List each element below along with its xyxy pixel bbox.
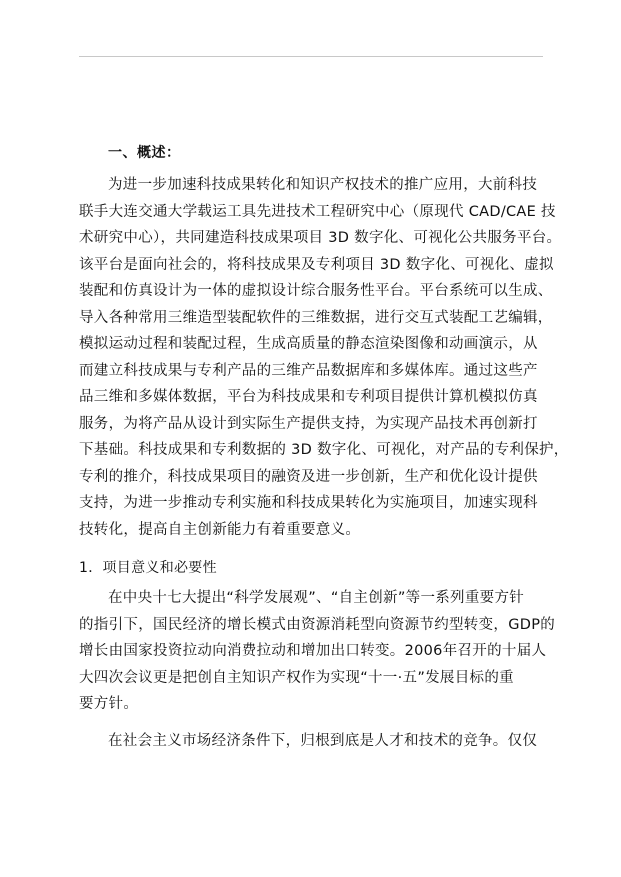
paragraph-line: 该平台是面向社会的，将科技成果及专利项目 3D 数字化、可视化、虚拟: [79, 256, 554, 273]
paragraph-line: 技转化，提高自主创新能力有着重要意义。: [79, 521, 361, 538]
paragraph-line: 在中央十七大提出“科学发展观”、“自主创新”等一系列重要方针: [108, 590, 525, 606]
paragraph-line: 导入各种常用三维造型装配软件的三维数据，进行交互式装配工艺编辑，: [79, 309, 553, 326]
section1-paragraph-2: [79, 728, 545, 755]
section-heading-overview: 一、概述：: [108, 145, 181, 161]
paragraph-line: 大四次会议更是把创自主知识产权作为实现“十一·五”发展目标的重: [79, 669, 514, 686]
paragraph-line: 专利的推介，科技成果项目的融资及进一步创新，生产和优化设计提供: [79, 468, 538, 485]
paragraph-line: 术研究中心），共同建造科技成果项目 3D 数字化、可视化公共服务平台。: [79, 230, 562, 246]
section-title-project-significance: 1．项目意义和必要性: [79, 560, 217, 576]
header-rule: [79, 56, 543, 57]
section1-paragraph-1: [79, 585, 556, 718]
paragraph-line: 下基础。科技成果和专利数据的 3D 数字化、可视化，对产品的专利保护，: [79, 442, 569, 458]
paragraph-line: 要方针。: [79, 696, 139, 712]
intro-paragraph: [79, 172, 569, 543]
paragraph-line: 而建立科技成果与专利产品的三维产品数据库和多媒体库。通过这些产: [79, 362, 538, 379]
paragraph-line: 为进一步加速科技成果转化和知识产权技术的推广应用，大前科技: [108, 177, 538, 193]
paragraph-line: 在社会主义市场经济条件下，归根到底是人才和技术的竞争。仅仅: [108, 732, 538, 749]
paragraph-line: 增长由国家投资拉动向消费拉动和增加出口转变。2006年召开的十届人: [79, 643, 547, 659]
paragraph-line: 模拟运动过程和装配过程，生成高质量的静态渲染图像和动画演示，从: [79, 336, 538, 352]
paragraph-line: 的指引下，国民经济的增长模式由资源消耗型向资源节约型转变，GDP的: [79, 616, 556, 633]
paragraph-line: 服务，为将产品从设计到实际生产提供支持，为实现产品技术再创新打: [79, 415, 538, 432]
paragraph-line: 装配和仿真设计为一体的虚拟设计综合服务性平台。平台系统可以生成、: [79, 283, 553, 299]
paragraph-line: 联手大连交通大学载运工具先进技术工程研究中心（原现代 CAD/CAE 技: [79, 203, 556, 220]
document-body: [79, 140, 569, 754]
paragraph-line: 品三维和多媒体数据，平台为科技成果和专利项目提供计算机模拟仿真: [79, 389, 538, 405]
paragraph-line: 支持，为进一步推动专利实施和科技成果转化为实施项目，加速实现科: [79, 495, 538, 511]
